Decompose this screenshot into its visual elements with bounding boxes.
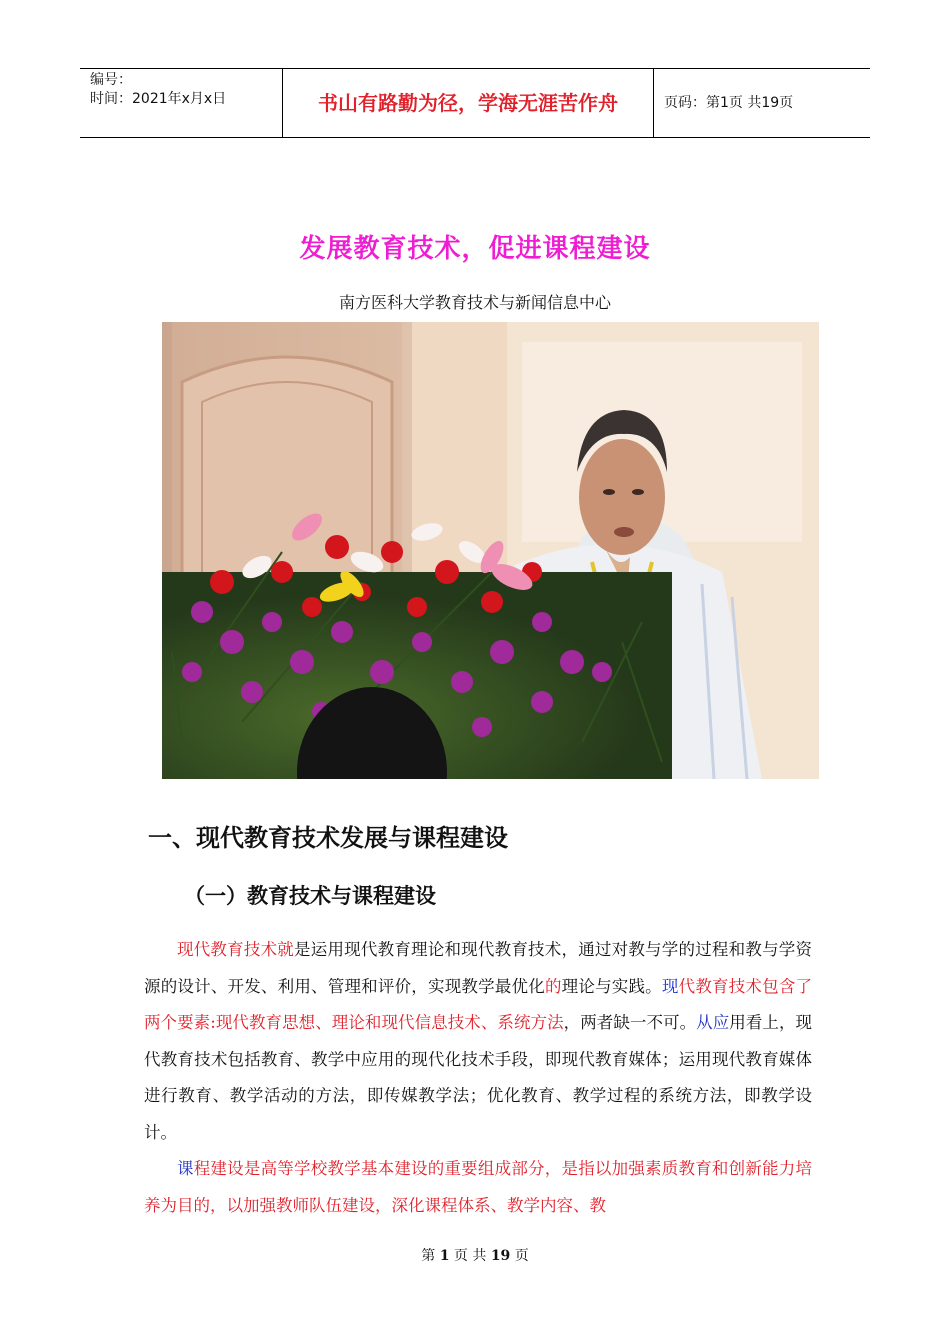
text-run: 用看上，现代教育技术包括教育、教学中应用的现代化技术手段，即现代教育媒体；运用现代教育媒体进行教育、教学活动的方法，即传媒教学法；优化教育、教学过程的系统方法，即教学设计。 [144, 1013, 813, 1142]
doc-number-label: 编号： [90, 72, 132, 88]
footer-suffix: 页 [514, 1248, 529, 1264]
footer-page-number: 1 [439, 1248, 450, 1264]
highlight-red: 现代教育技术就 [177, 940, 295, 959]
speaker-photo [162, 322, 819, 779]
page-footer [0, 1245, 950, 1265]
highlight-red: 代教育技术包含了两个要素:现代教育思想、理论和现代信息技术、系统方法 [144, 976, 813, 1032]
paragraph-1 [144, 932, 812, 1151]
highlight-blue: 课 [177, 1159, 194, 1178]
highlight-red: 的 [544, 976, 562, 996]
subsection-heading-1: （一）教育技术与课程建设 [184, 884, 436, 908]
highlight-blue: 从应 [696, 1013, 730, 1032]
section-heading-1: 一、现代教育技术发展与课程建设 [148, 824, 508, 852]
footer-total-pages: 19 [490, 1248, 511, 1264]
document-title: 发展教育技术，促进课程建设 [299, 234, 651, 264]
header-motto: 书山有路勤为径，学海无涯苦作舟 [282, 69, 654, 137]
highlight-blue: 现 [661, 976, 679, 996]
paragraph-2 [144, 1151, 812, 1224]
body-text [144, 932, 812, 1224]
text-run: 是运用现代教育理论和现代教育技术，通过对教与学的过程和教与学资源的设计、开发、利用、管理和评价，实现教学最优化 [144, 940, 813, 996]
text-run: 理论与实践。 [561, 976, 662, 996]
page-header [80, 68, 870, 138]
header-meta [80, 69, 282, 137]
text-run: ，两者缺一不可。 [563, 1013, 697, 1032]
organization-name: 南方医科大学教育技术与新闻信息中心 [338, 293, 611, 312]
highlight-red: 程建设是高等学校教学基本建设的重要组成部分，是指以加强素质教育和创新能力培养为目的，以加强教师队伍建设，深化课程体系、教学内容、教 [144, 1159, 813, 1215]
footer-middle: 页 共 [453, 1248, 487, 1264]
time-label: 时间：2021年x月x日 [90, 91, 227, 107]
header-page-code: 页码：第1页 共19页 [664, 95, 794, 111]
footer-prefix: 第 [421, 1248, 436, 1264]
